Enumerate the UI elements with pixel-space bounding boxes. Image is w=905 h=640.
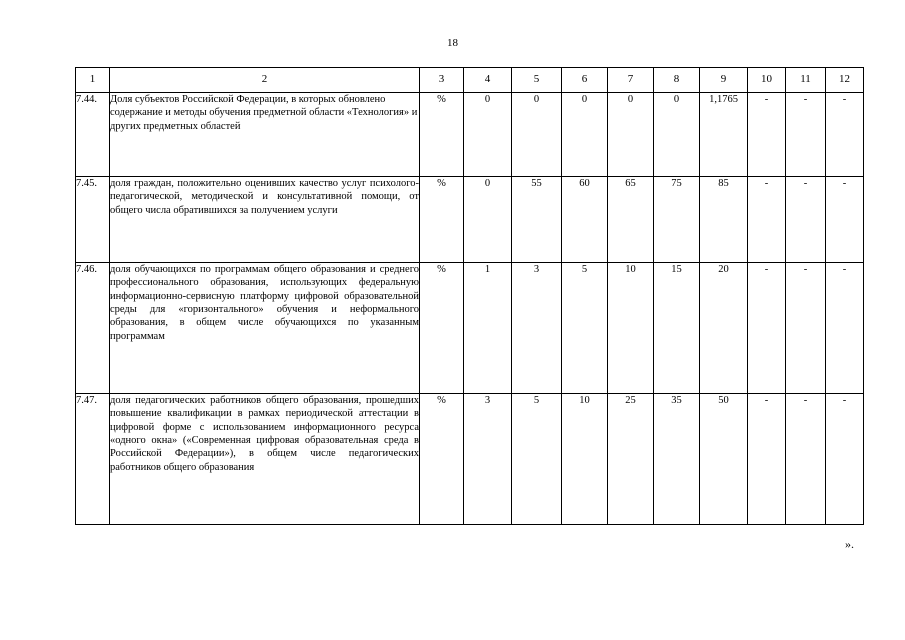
value-cell: - xyxy=(786,394,826,525)
value-cell: - xyxy=(748,394,786,525)
indicator-name: Доля субъектов Российской Федерации, в которых обновлено содержание и методы обучения предметной области «Технология» и других предметных областей xyxy=(110,93,420,177)
closing-quote-mark: ». xyxy=(845,537,854,551)
value-cell: 0 xyxy=(464,177,512,263)
column-header: 10 xyxy=(748,68,786,93)
table-row xyxy=(76,394,864,525)
table-row xyxy=(76,263,864,394)
value-cell: 20 xyxy=(700,263,748,394)
value-cell: 3 xyxy=(464,394,512,525)
indicator-name: доля педагогических работников общего образования, прошедших повышение квалификации в рамках периодической аттестации в цифровой форме с использованием информационного ресурса «одного окна» («Современная цифровая образовательная среда в Российской Федерации»), в общем числе педагогических работников общего образования xyxy=(110,394,420,525)
column-header: 5 xyxy=(512,68,562,93)
value-cell: 1,1765 xyxy=(700,93,748,177)
column-header: 6 xyxy=(562,68,608,93)
page-number: 18 xyxy=(447,37,458,49)
column-header: 3 xyxy=(420,68,464,93)
value-cell: 10 xyxy=(562,394,608,525)
column-header: 11 xyxy=(786,68,826,93)
column-header: 2 xyxy=(110,68,420,93)
value-cell: - xyxy=(786,177,826,263)
indicator-name: доля граждан, положительно оценивших качество услуг психолого-педагогической, методической и консультативной помощи, от общего числа обратившихся за получением услуги xyxy=(110,177,420,263)
value-cell: - xyxy=(748,263,786,394)
row-number: 7.46. xyxy=(76,263,110,394)
value-cell: - xyxy=(748,177,786,263)
row-number: 7.45. xyxy=(76,177,110,263)
value-cell: 3 xyxy=(512,263,562,394)
value-cell: 0 xyxy=(608,93,654,177)
value-cell: - xyxy=(826,93,864,177)
value-cell: - xyxy=(826,394,864,525)
column-header: 12 xyxy=(826,68,864,93)
unit-cell: % xyxy=(420,177,464,263)
value-cell: 55 xyxy=(512,177,562,263)
value-cell: 5 xyxy=(512,394,562,525)
row-number: 7.47. xyxy=(76,394,110,525)
value-cell: - xyxy=(786,93,826,177)
value-cell: - xyxy=(786,263,826,394)
unit-cell: % xyxy=(420,394,464,525)
value-cell: 60 xyxy=(562,177,608,263)
value-cell: 25 xyxy=(608,394,654,525)
value-cell: 0 xyxy=(654,93,700,177)
column-header: 7 xyxy=(608,68,654,93)
indicator-name: доля обучающихся по программам общего образования и среднего профессионального образования, использующих федеральную информационно-сервисную платформу цифровой образовательной среды для «горизонтального» обучения и неформального образования, в общем числе обучающихся по указанным программам xyxy=(110,263,420,394)
value-cell: 10 xyxy=(608,263,654,394)
value-cell: 35 xyxy=(654,394,700,525)
unit-cell: % xyxy=(420,263,464,394)
row-number: 7.44. xyxy=(76,93,110,177)
value-cell: 1 xyxy=(464,263,512,394)
value-cell: 50 xyxy=(700,394,748,525)
table-header-row xyxy=(76,68,864,93)
value-cell: 0 xyxy=(464,93,512,177)
value-cell: - xyxy=(826,263,864,394)
column-header: 4 xyxy=(464,68,512,93)
value-cell: 15 xyxy=(654,263,700,394)
value-cell: 0 xyxy=(562,93,608,177)
value-cell: 65 xyxy=(608,177,654,263)
value-cell: 75 xyxy=(654,177,700,263)
value-cell: - xyxy=(748,93,786,177)
value-cell: 0 xyxy=(512,93,562,177)
unit-cell: % xyxy=(420,93,464,177)
column-header: 9 xyxy=(700,68,748,93)
indicators-table xyxy=(75,67,864,525)
value-cell: 5 xyxy=(562,263,608,394)
table-row xyxy=(76,177,864,263)
value-cell: 85 xyxy=(700,177,748,263)
table-row xyxy=(76,93,864,177)
column-header: 1 xyxy=(76,68,110,93)
value-cell: - xyxy=(826,177,864,263)
column-header: 8 xyxy=(654,68,700,93)
